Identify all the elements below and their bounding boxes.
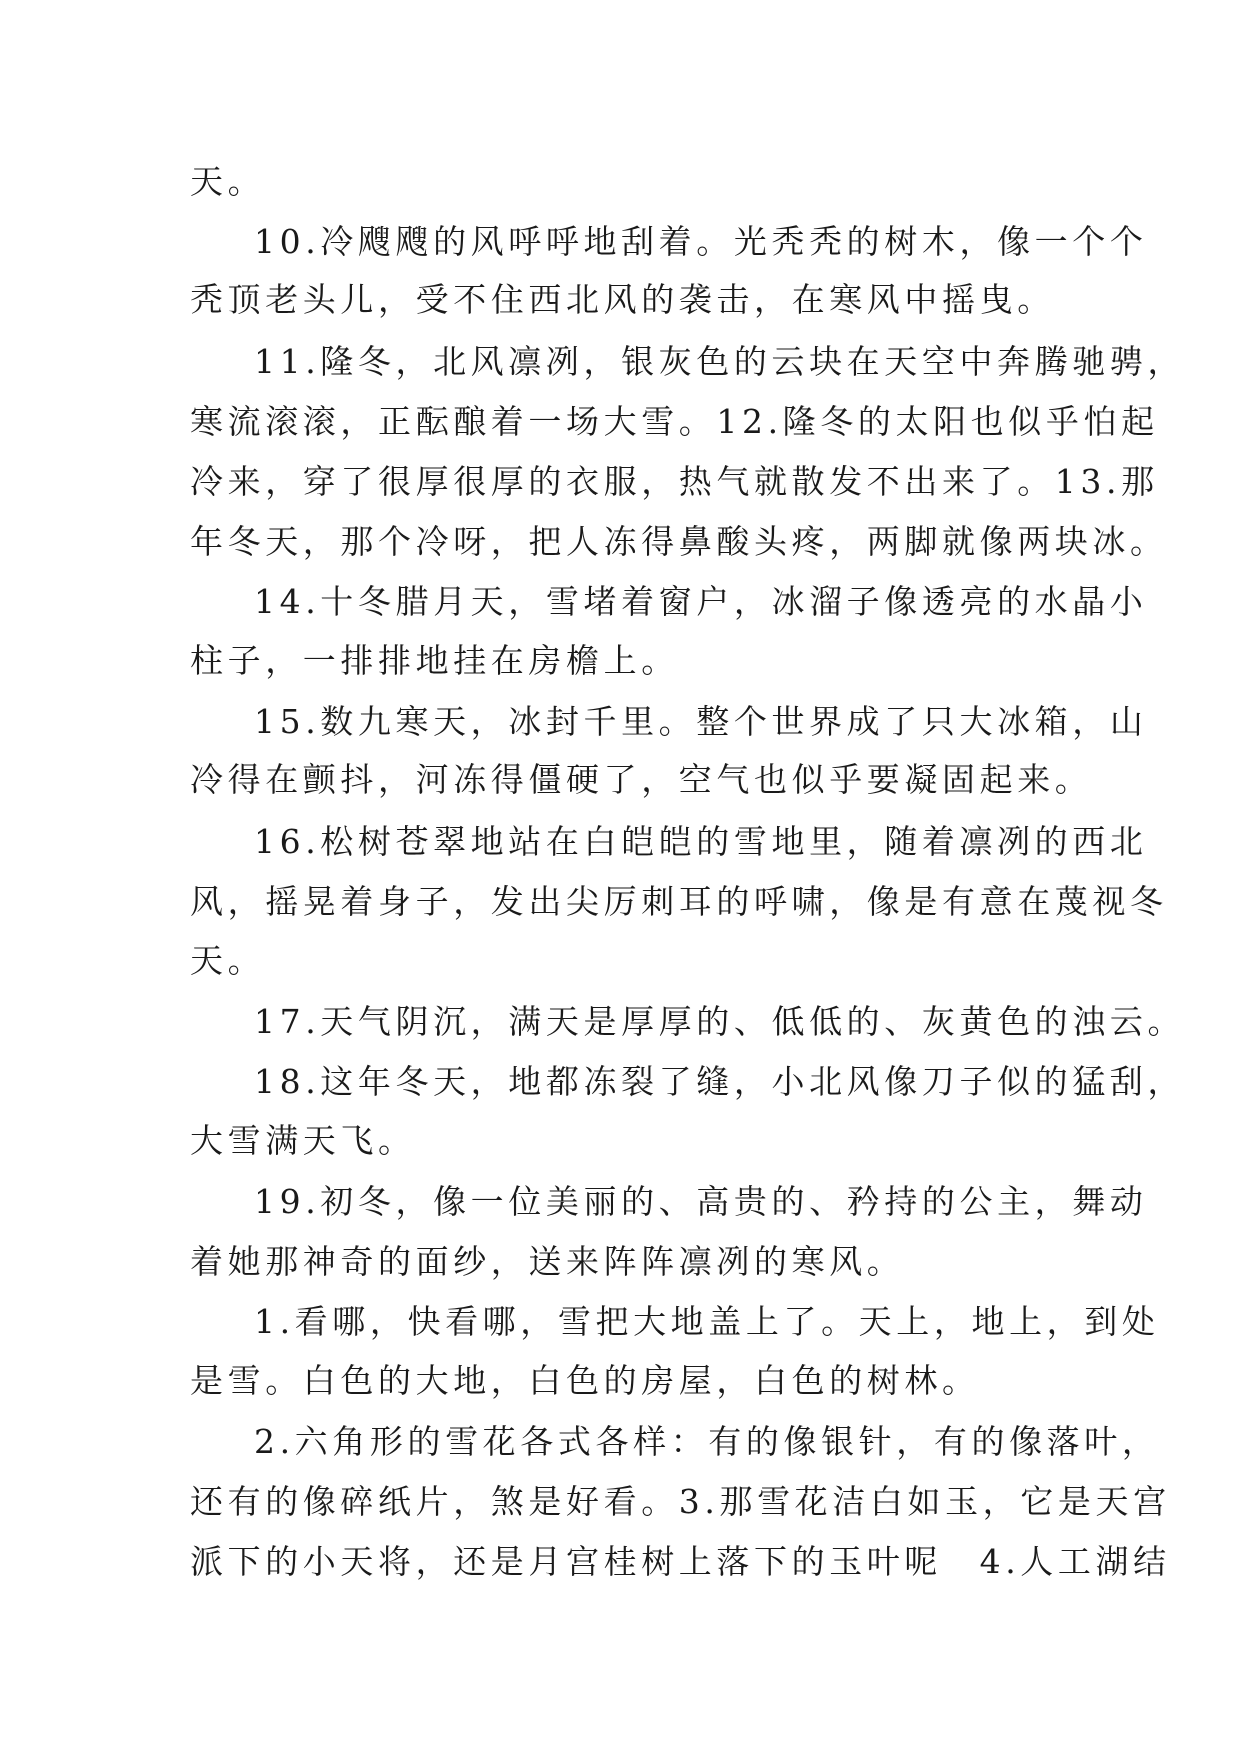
text-line: 15.数九寒天，冰封千里。整个世界成了只大冰箱，山 [254, 702, 1148, 741]
text-line: 还有的像碎纸片，煞是好看。3.那雪花洁白如玉，它是天宫 [190, 1482, 1171, 1521]
text-line: 冷来，穿了很厚很厚的衣服，热气就散发不出来了。13.那 [190, 462, 1159, 501]
text-line: 寒流滚滚，正酝酿着一场大雪。12.隆冬的太阳也似乎怕起 [190, 402, 1159, 441]
text-line: 冷得在颤抖，河冻得僵硬了，空气也似乎要凝固起来。 [190, 760, 1093, 799]
text-line: 19.初冬，像一位美丽的、高贵的、矜持的公主，舞动 [254, 1182, 1148, 1221]
text-line: 柱子，一排排地挂在房檐上。 [190, 641, 679, 680]
text-line: 2.六角形的雪花各式各样：有的像银针，有的像落叶， [254, 1422, 1160, 1461]
text-line: 1.看哪，快看哪，雪把大地盖上了。天上，地上，到处 [254, 1302, 1160, 1341]
text-line: 风，摇晃着身子，发出尖厉刺耳的呼啸，像是有意在蔑视冬 [190, 882, 1168, 921]
text-line: 11.隆冬，北风凛冽，银灰色的云块在天空中奔腾驰骋， [254, 342, 1186, 381]
text-line: 天。 [190, 941, 266, 980]
text-line: 是雪。白色的大地，白色的房屋，白色的树林。 [190, 1361, 980, 1400]
text-line: 17.天气阴沉，满天是厚厚的、低低的、灰黄色的浊云。 [254, 1002, 1186, 1041]
text-line: 10.冷飕飕的风呼呼地刮着。光秃秃的树木，像一个个 [254, 222, 1148, 261]
text-line: 秃顶老头儿，受不住西北风的袭击，在寒风中摇曳。 [190, 280, 1055, 319]
text-line: 14.十冬腊月天，雪堵着窗户，冰溜子像透亮的水晶小 [254, 582, 1148, 621]
text-line: 18.这年冬天，地都冻裂了缝，小北风像刀子似的猛刮， [254, 1062, 1186, 1101]
text-line: 派下的小天将，还是月宫桂树上落下的玉叶呢 4.人工湖结 [190, 1542, 1171, 1581]
text-line: 着她那神奇的面纱，送来阵阵凛冽的寒风。 [190, 1242, 905, 1281]
text-line: 大雪满天飞。 [190, 1121, 416, 1160]
text-line: 年冬天，那个冷呀，把人冻得鼻酸头疼，两脚就像两块冰。 [190, 522, 1168, 561]
text-line: 16.松树苍翠地站在白皑皑的雪地里，随着凛冽的西北 [254, 822, 1148, 861]
text-line: 天。 [190, 162, 266, 201]
